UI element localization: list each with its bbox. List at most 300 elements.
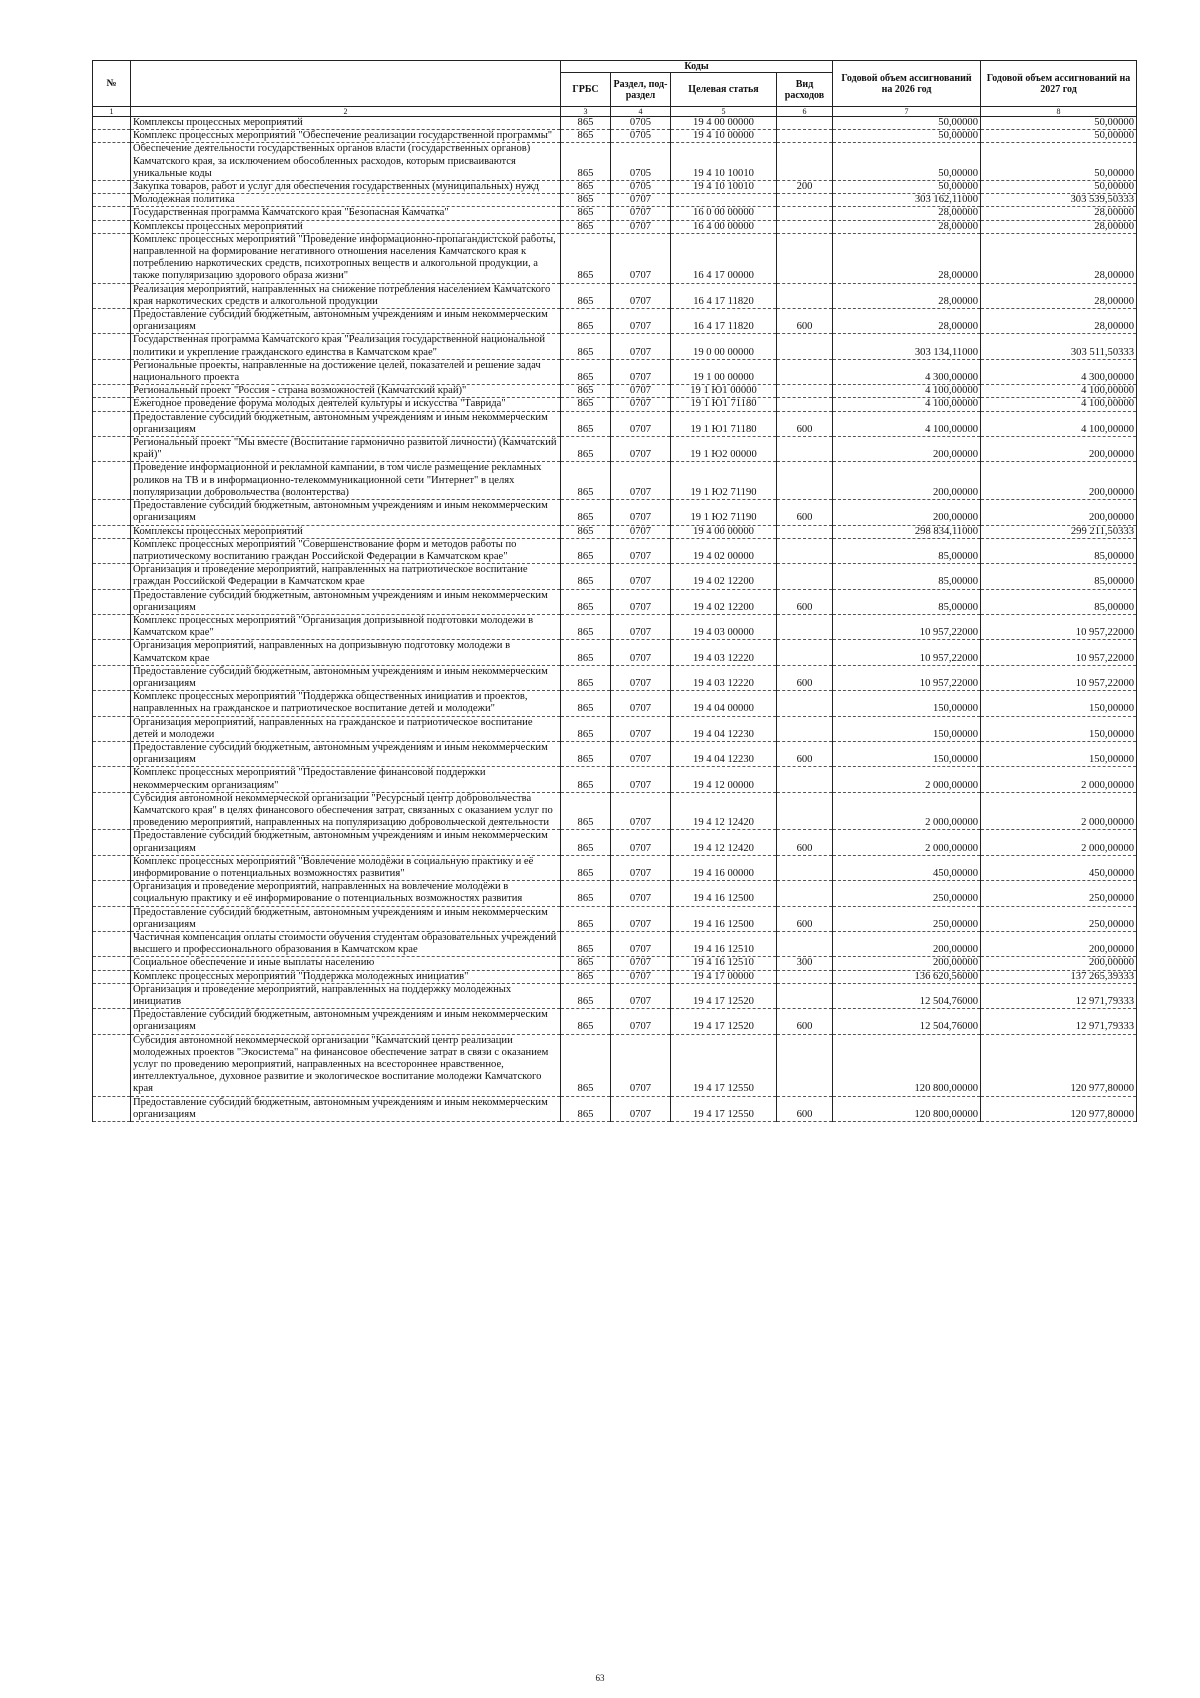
amount-2026-cell: 303 134,11000: [833, 334, 981, 359]
amount-2026-cell: 28,00000: [833, 283, 981, 308]
column-number-row: [93, 107, 1137, 117]
row-number-cell: [93, 932, 131, 957]
amount-2026-cell: 150,00000: [833, 691, 981, 716]
expense-type-cell: [777, 117, 833, 130]
expense-type-cell: 600: [777, 411, 833, 436]
row-name-cell: Организация и проведение мероприятий, направленных на патриотическое воспитание граждан Российской Федерации в Камчатском крае: [131, 564, 561, 589]
grbs-code-cell: 865: [561, 233, 611, 283]
table-row: [93, 359, 1137, 384]
expense-type-cell: 600: [777, 665, 833, 690]
table-row: [93, 970, 1137, 983]
table-row: [93, 767, 1137, 792]
expense-type-cell: [777, 233, 833, 283]
row-name-cell: Комплекс процессных мероприятий "Предоставление финансовой поддержки некоммерческим организациям": [131, 767, 561, 792]
expense-type-cell: [777, 614, 833, 639]
amount-2026-cell: 200,00000: [833, 500, 981, 525]
row-number-cell: [93, 970, 131, 983]
amount-2027-cell: 28,00000: [981, 220, 1137, 233]
table-row: [93, 855, 1137, 880]
grbs-code-cell: 865: [561, 881, 611, 906]
amount-2027-cell: 28,00000: [981, 233, 1137, 283]
expense-type-cell: [777, 194, 833, 207]
amount-2027-cell: 10 957,22000: [981, 640, 1137, 665]
grbs-code-cell: 865: [561, 359, 611, 384]
header-target-article: Целевая статья: [671, 73, 777, 107]
table-row: [93, 398, 1137, 411]
row-name-cell: Субсидия автономной некоммерческой организации "Камчатский центр реализации молодежных проектов "Экосистема" на финансовое обеспечение затрат в связи с оказанием услуг по проведению мероприятий, направленных на всестороннее нравственное, интеллектуальное, духовное развитие и экологическое воспитание молодежи Камчатского края: [131, 1034, 561, 1096]
target-article-cell: 19 4 02 12200: [671, 564, 777, 589]
amount-2027-cell: 250,00000: [981, 881, 1137, 906]
expense-type-cell: [777, 398, 833, 411]
target-article-cell: 19 4 02 12200: [671, 589, 777, 614]
row-number-cell: [93, 143, 131, 181]
target-article-cell: 19 4 04 12230: [671, 741, 777, 766]
page-number: 63: [595, 1673, 605, 1683]
amount-2027-cell: 2 000,00000: [981, 767, 1137, 792]
expense-type-cell: 300: [777, 957, 833, 970]
header-expense-type: Вид расходов: [777, 73, 833, 107]
row-number-cell: [93, 767, 131, 792]
amount-2027-cell: 200,00000: [981, 932, 1137, 957]
grbs-code-cell: 865: [561, 143, 611, 181]
row-number-cell: [93, 792, 131, 830]
amount-2027-cell: 50,00000: [981, 130, 1137, 143]
amount-2027-cell: 4 100,00000: [981, 411, 1137, 436]
razdel-code-cell: 0707: [611, 359, 671, 384]
grbs-code-cell: 865: [561, 462, 611, 500]
table-row: [93, 309, 1137, 334]
razdel-code-cell: 0707: [611, 1034, 671, 1096]
grbs-code-cell: 865: [561, 283, 611, 308]
amount-2026-cell: 12 504,76000: [833, 1009, 981, 1034]
table-body: [93, 117, 1137, 1122]
row-number-cell: [93, 398, 131, 411]
row-name-cell: Комплекс процессных мероприятий "Поддержка общественных инициатив и проектов, направленных на гражданское и патриотическое воспитание детей и молодежи": [131, 691, 561, 716]
row-number-cell: [93, 117, 131, 130]
expense-type-cell: [777, 640, 833, 665]
expense-type-cell: 200: [777, 181, 833, 194]
razdel-code-cell: 0707: [611, 855, 671, 880]
row-name-cell: Комплекс процессных мероприятий "Поддержка молодежных инициатив": [131, 970, 561, 983]
row-number-cell: [93, 220, 131, 233]
target-article-cell: 19 4 04 00000: [671, 691, 777, 716]
expense-type-cell: [777, 932, 833, 957]
razdel-code-cell: 0705: [611, 181, 671, 194]
amount-2026-cell: 85,00000: [833, 589, 981, 614]
grbs-code-cell: 865: [561, 1034, 611, 1096]
table-row: [93, 665, 1137, 690]
expense-type-cell: 600: [777, 589, 833, 614]
header-codes: Коды: [561, 61, 833, 73]
row-name-cell: Реализация мероприятий, направленных на снижение потребления населением Камчатского края наркотических средств и алкогольной продукции: [131, 283, 561, 308]
expense-type-cell: [777, 385, 833, 398]
target-article-cell: 19 1 Ю1 71180: [671, 398, 777, 411]
amount-2026-cell: 4 100,00000: [833, 411, 981, 436]
row-number-cell: [93, 983, 131, 1008]
amount-2027-cell: 2 000,00000: [981, 830, 1137, 855]
amount-2026-cell: 150,00000: [833, 716, 981, 741]
expense-type-cell: 600: [777, 741, 833, 766]
expense-type-cell: [777, 970, 833, 983]
row-name-cell: Организация мероприятий, направленных на гражданское и патриотическое воспитание детей и молодежи: [131, 716, 561, 741]
amount-2027-cell: 450,00000: [981, 855, 1137, 880]
grbs-code-cell: 865: [561, 792, 611, 830]
amount-2026-cell: 28,00000: [833, 207, 981, 220]
amount-2027-cell: 4 100,00000: [981, 385, 1137, 398]
grbs-code-cell: 865: [561, 564, 611, 589]
amount-2026-cell: 2 000,00000: [833, 767, 981, 792]
expense-type-cell: 600: [777, 500, 833, 525]
grbs-code-cell: 865: [561, 181, 611, 194]
amount-2027-cell: 50,00000: [981, 117, 1137, 130]
table-row: [93, 220, 1137, 233]
target-article-cell: 19 4 02 00000: [671, 538, 777, 563]
razdel-code-cell: 0705: [611, 143, 671, 181]
grbs-code-cell: 865: [561, 309, 611, 334]
row-number-cell: [93, 194, 131, 207]
amount-2026-cell: 50,00000: [833, 181, 981, 194]
amount-2027-cell: 137 265,39333: [981, 970, 1137, 983]
expense-type-cell: [777, 220, 833, 233]
column-number: 6: [777, 107, 833, 117]
row-number-cell: [93, 564, 131, 589]
expense-type-cell: [777, 881, 833, 906]
expense-type-cell: [777, 855, 833, 880]
amount-2026-cell: 28,00000: [833, 309, 981, 334]
amount-2027-cell: 85,00000: [981, 538, 1137, 563]
razdel-code-cell: 0707: [611, 640, 671, 665]
target-article-cell: 19 4 17 12520: [671, 983, 777, 1008]
amount-2027-cell: 85,00000: [981, 589, 1137, 614]
grbs-code-cell: 865: [561, 411, 611, 436]
grbs-code-cell: 865: [561, 983, 611, 1008]
row-number-cell: [93, 957, 131, 970]
row-number-cell: [93, 309, 131, 334]
target-article-cell: 19 1 00 00000: [671, 359, 777, 384]
table-row: [93, 500, 1137, 525]
razdel-code-cell: 0707: [611, 538, 671, 563]
grbs-code-cell: 865: [561, 716, 611, 741]
razdel-code-cell: 0707: [611, 932, 671, 957]
row-number-cell: [93, 525, 131, 538]
row-number-cell: [93, 614, 131, 639]
row-name-cell: Предоставление субсидий бюджетным, автономным учреждениям и иным некоммерческим организациям: [131, 830, 561, 855]
expense-type-cell: 600: [777, 309, 833, 334]
amount-2027-cell: 12 971,79333: [981, 983, 1137, 1008]
grbs-code-cell: 865: [561, 614, 611, 639]
row-name-cell: Обеспечение деятельности государственных органов власти (государственных органов) Камчатского края, за исключением обособленных расходов, которым присваиваются уникальные коды: [131, 143, 561, 181]
razdel-code-cell: 0707: [611, 691, 671, 716]
razdel-code-cell: 0707: [611, 830, 671, 855]
razdel-code-cell: 0707: [611, 334, 671, 359]
grbs-code-cell: 865: [561, 220, 611, 233]
header-year-2027: Годовой объем ассигнований на 2027 год: [981, 61, 1137, 107]
row-name-cell: Предоставление субсидий бюджетным, автономным учреждениям и иным некоммерческим организациям: [131, 589, 561, 614]
amount-2026-cell: 50,00000: [833, 143, 981, 181]
row-name-cell: Предоставление субсидий бюджетным, автономным учреждениям и иным некоммерческим организациям: [131, 1009, 561, 1034]
amount-2027-cell: 200,00000: [981, 500, 1137, 525]
row-name-cell: Ежегодное проведение форума молодых деятелей культуры и искусства "Таврида": [131, 398, 561, 411]
amount-2027-cell: 10 957,22000: [981, 614, 1137, 639]
razdel-code-cell: 0707: [611, 983, 671, 1008]
amount-2027-cell: 2 000,00000: [981, 792, 1137, 830]
amount-2027-cell: 50,00000: [981, 143, 1137, 181]
razdel-code-cell: 0707: [611, 957, 671, 970]
razdel-code-cell: 0705: [611, 130, 671, 143]
header-razdel: Раздел, под-раздел: [611, 73, 671, 107]
column-number: 7: [833, 107, 981, 117]
expense-type-cell: [777, 283, 833, 308]
grbs-code-cell: 865: [561, 691, 611, 716]
expense-type-cell: [777, 525, 833, 538]
amount-2026-cell: 28,00000: [833, 233, 981, 283]
amount-2026-cell: 10 957,22000: [833, 665, 981, 690]
target-article-cell: 19 4 03 12220: [671, 640, 777, 665]
target-article-cell: 19 4 10 00000: [671, 130, 777, 143]
column-number: 2: [131, 107, 561, 117]
razdel-code-cell: 0707: [611, 525, 671, 538]
column-number: 1: [93, 107, 131, 117]
amount-2026-cell: 28,00000: [833, 220, 981, 233]
grbs-code-cell: 865: [561, 640, 611, 665]
row-number-cell: [93, 881, 131, 906]
expense-type-cell: [777, 767, 833, 792]
header-year-2026: Годовой объем ассигнований на 2026 год: [833, 61, 981, 107]
amount-2026-cell: 250,00000: [833, 906, 981, 931]
row-name-cell: Организация мероприятий, направленных на допризывную подготовку молодежи в Камчатском крае: [131, 640, 561, 665]
row-name-cell: Комплекс процессных мероприятий "Организация допризывной подготовки молодежи в Камчатском крае": [131, 614, 561, 639]
column-number: 8: [981, 107, 1137, 117]
razdel-code-cell: 0707: [611, 500, 671, 525]
column-number: 3: [561, 107, 611, 117]
table-row: [93, 1034, 1137, 1096]
table-row: [93, 640, 1137, 665]
target-article-cell: 19 1 Ю2 71190: [671, 500, 777, 525]
target-article-cell: 19 1 Ю2 00000: [671, 437, 777, 462]
target-article-cell: 16 0 00 00000: [671, 207, 777, 220]
expense-type-cell: 600: [777, 1096, 833, 1121]
target-article-cell: 16 4 00 00000: [671, 220, 777, 233]
expense-type-cell: 600: [777, 906, 833, 931]
target-article-cell: [671, 194, 777, 207]
table-row: [93, 181, 1137, 194]
row-number-cell: [93, 437, 131, 462]
row-number-cell: [93, 283, 131, 308]
expense-type-cell: [777, 792, 833, 830]
amount-2026-cell: 50,00000: [833, 117, 981, 130]
razdel-code-cell: 0707: [611, 614, 671, 639]
row-number-cell: [93, 665, 131, 690]
razdel-code-cell: 0707: [611, 385, 671, 398]
amount-2027-cell: 200,00000: [981, 957, 1137, 970]
amount-2026-cell: 200,00000: [833, 957, 981, 970]
grbs-code-cell: 865: [561, 767, 611, 792]
grbs-code-cell: 865: [561, 207, 611, 220]
expense-type-cell: [777, 538, 833, 563]
expense-type-cell: [777, 334, 833, 359]
row-name-cell: Предоставление субсидий бюджетным, автономным учреждениям и иным некоммерческим организациям: [131, 411, 561, 436]
table-row: [93, 792, 1137, 830]
amount-2026-cell: 120 800,00000: [833, 1096, 981, 1121]
column-number: 4: [611, 107, 671, 117]
header-num: №: [93, 61, 131, 107]
razdel-code-cell: 0707: [611, 1096, 671, 1121]
budget-table: [92, 60, 1137, 1122]
row-name-cell: Комплексы процессных мероприятий: [131, 525, 561, 538]
table-row: [93, 525, 1137, 538]
row-number-cell: [93, 1034, 131, 1096]
table-row: [93, 830, 1137, 855]
target-article-cell: 19 4 16 12510: [671, 932, 777, 957]
row-name-cell: Комплексы процессных мероприятий: [131, 220, 561, 233]
amount-2026-cell: 2 000,00000: [833, 792, 981, 830]
amount-2026-cell: 303 162,11000: [833, 194, 981, 207]
target-article-cell: 19 4 04 12230: [671, 716, 777, 741]
table-row: [93, 130, 1137, 143]
row-number-cell: [93, 691, 131, 716]
table-row: [93, 881, 1137, 906]
razdel-code-cell: 0707: [611, 411, 671, 436]
grbs-code-cell: 865: [561, 855, 611, 880]
table-row: [93, 283, 1137, 308]
row-name-cell: Региональные проекты, направленные на достижение целей, показателей и решение задач национального проекта: [131, 359, 561, 384]
amount-2027-cell: 303 511,50333: [981, 334, 1137, 359]
row-number-cell: [93, 741, 131, 766]
amount-2027-cell: 150,00000: [981, 716, 1137, 741]
target-article-cell: 16 4 17 11820: [671, 309, 777, 334]
expense-type-cell: [777, 1034, 833, 1096]
row-number-cell: [93, 830, 131, 855]
amount-2027-cell: 28,00000: [981, 207, 1137, 220]
razdel-code-cell: 0707: [611, 665, 671, 690]
target-article-cell: 19 4 12 12420: [671, 792, 777, 830]
razdel-code-cell: 0707: [611, 462, 671, 500]
row-number-cell: [93, 716, 131, 741]
row-number-cell: [93, 385, 131, 398]
amount-2027-cell: 150,00000: [981, 691, 1137, 716]
razdel-code-cell: 0707: [611, 220, 671, 233]
target-article-cell: 19 4 12 00000: [671, 767, 777, 792]
razdel-code-cell: 0707: [611, 207, 671, 220]
razdel-code-cell: 0707: [611, 309, 671, 334]
razdel-code-cell: 0707: [611, 233, 671, 283]
grbs-code-cell: 865: [561, 741, 611, 766]
expense-type-cell: 600: [777, 830, 833, 855]
row-name-cell: Закупка товаров, работ и услуг для обеспечения государственных (муниципальных) нужд: [131, 181, 561, 194]
amount-2026-cell: 136 620,56000: [833, 970, 981, 983]
expense-type-cell: [777, 207, 833, 220]
target-article-cell: 19 1 Ю2 71190: [671, 462, 777, 500]
razdel-code-cell: 0707: [611, 881, 671, 906]
target-article-cell: 19 1 Ю1 71180: [671, 411, 777, 436]
table-row: [93, 691, 1137, 716]
amount-2027-cell: 200,00000: [981, 437, 1137, 462]
table-row: [93, 932, 1137, 957]
row-number-cell: [93, 359, 131, 384]
target-article-cell: 19 4 17 12550: [671, 1096, 777, 1121]
grbs-code-cell: 865: [561, 525, 611, 538]
target-article-cell: 19 4 16 12510: [671, 957, 777, 970]
header-grbs: ГРБС: [561, 73, 611, 107]
grbs-code-cell: 865: [561, 665, 611, 690]
grbs-code-cell: 865: [561, 437, 611, 462]
amount-2026-cell: 10 957,22000: [833, 640, 981, 665]
expense-type-cell: [777, 564, 833, 589]
header-name: [131, 61, 561, 107]
row-number-cell: [93, 130, 131, 143]
row-name-cell: Комплекс процессных мероприятий "Вовлечение молодёжи в социальную практику и её информирование о потенциальных возможностях развития": [131, 855, 561, 880]
razdel-code-cell: 0707: [611, 1009, 671, 1034]
row-name-cell: Частичная компенсация оплаты стоимости обучения студентам образовательных учреждений высшего и профессионального образования в Камчатском крае: [131, 932, 561, 957]
row-number-cell: [93, 855, 131, 880]
razdel-code-cell: 0707: [611, 283, 671, 308]
amount-2027-cell: 28,00000: [981, 309, 1137, 334]
table-row: [93, 233, 1137, 283]
target-article-cell: 19 4 17 12520: [671, 1009, 777, 1034]
amount-2027-cell: 85,00000: [981, 564, 1137, 589]
amount-2026-cell: 298 834,11000: [833, 525, 981, 538]
expense-type-cell: 600: [777, 1009, 833, 1034]
table-row: [93, 716, 1137, 741]
razdel-code-cell: 0707: [611, 970, 671, 983]
row-name-cell: Комплекс процессных мероприятий "Обеспечение реализации государственной программы": [131, 130, 561, 143]
amount-2026-cell: 50,00000: [833, 130, 981, 143]
row-number-cell: [93, 538, 131, 563]
grbs-code-cell: 865: [561, 398, 611, 411]
amount-2027-cell: 50,00000: [981, 181, 1137, 194]
target-article-cell: 19 4 00 00000: [671, 525, 777, 538]
amount-2026-cell: 450,00000: [833, 855, 981, 880]
row-name-cell: Проведение информационной и рекламной кампании, в том числе размещение рекламных роликов на ТВ и в информационно-телекоммуникационной сети "Интернет" в целях популяризации добровольчества (волонтерства): [131, 462, 561, 500]
table-row: [93, 741, 1137, 766]
table-row: [93, 194, 1137, 207]
expense-type-cell: [777, 462, 833, 500]
grbs-code-cell: 865: [561, 500, 611, 525]
table-row: [93, 538, 1137, 563]
grbs-code-cell: 865: [561, 1096, 611, 1121]
amount-2027-cell: 120 977,80000: [981, 1034, 1137, 1096]
row-number-cell: [93, 462, 131, 500]
razdel-code-cell: 0707: [611, 398, 671, 411]
row-name-cell: Региональный проект "Мы вместе (Воспитание гармонично развитой личности) (Камчатский край)": [131, 437, 561, 462]
razdel-code-cell: 0707: [611, 194, 671, 207]
target-article-cell: 19 4 03 12220: [671, 665, 777, 690]
row-name-cell: Предоставление субсидий бюджетным, автономным учреждениям и иным некоммерческим организациям: [131, 1096, 561, 1121]
table-row: [93, 437, 1137, 462]
row-name-cell: Предоставление субсидий бюджетным, автономным учреждениям и иным некоммерческим организациям: [131, 500, 561, 525]
razdel-code-cell: 0707: [611, 716, 671, 741]
grbs-code-cell: 865: [561, 385, 611, 398]
razdel-code-cell: 0707: [611, 792, 671, 830]
table-row: [93, 589, 1137, 614]
grbs-code-cell: 865: [561, 932, 611, 957]
row-number-cell: [93, 500, 131, 525]
row-name-cell: Региональный проект "Россия - страна возможностей (Камчатский край)": [131, 385, 561, 398]
target-article-cell: 19 4 12 12420: [671, 830, 777, 855]
amount-2026-cell: 120 800,00000: [833, 1034, 981, 1096]
amount-2027-cell: 10 957,22000: [981, 665, 1137, 690]
target-article-cell: 19 0 00 00000: [671, 334, 777, 359]
table-row: [93, 411, 1137, 436]
amount-2026-cell: 150,00000: [833, 741, 981, 766]
target-article-cell: 19 4 16 12500: [671, 906, 777, 931]
table-row: [93, 117, 1137, 130]
table-row: [93, 334, 1137, 359]
row-name-cell: Государственная программа Камчатского края "Безопасная Камчатка": [131, 207, 561, 220]
grbs-code-cell: 865: [561, 1009, 611, 1034]
target-article-cell: 19 4 17 12550: [671, 1034, 777, 1096]
row-name-cell: Предоставление субсидий бюджетным, автономным учреждениям и иным некоммерческим организациям: [131, 665, 561, 690]
